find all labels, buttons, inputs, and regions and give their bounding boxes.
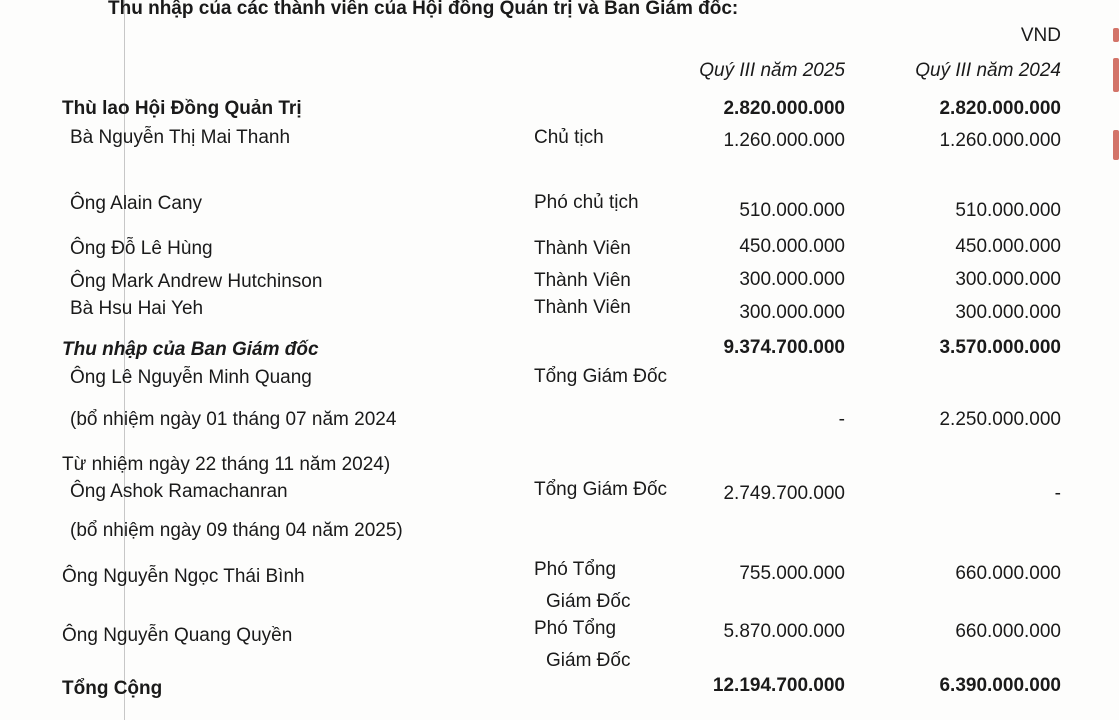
member-name: Ông Ashok Ramachanran [70, 481, 288, 502]
member-name: Ông Nguyễn Ngọc Thái Bình [62, 566, 305, 587]
board-total-2025: 2.820.000.000 [723, 98, 845, 119]
member-role: Tổng Giám Đốc [534, 479, 668, 500]
column-header-2024: Quý III năm 2024 [915, 60, 1061, 81]
value-2025: 1.260.000.000 [723, 130, 845, 151]
management-total-2024: 3.570.000.000 [939, 337, 1061, 358]
resignation-note: Từ nhiệm ngày 22 tháng 11 năm 2024) [62, 454, 391, 475]
member-role: Phó Tổng [534, 618, 617, 639]
appointment-note: (bổ nhiệm ngày 01 tháng 07 năm 2024 [70, 409, 397, 430]
member-name: Bà Nguyễn Thị Mai Thanh [70, 127, 291, 148]
grand-total-2025: 12.194.700.000 [712, 675, 845, 696]
value-2024: 1.260.000.000 [939, 130, 1061, 151]
member-name: Ông Lê Nguyễn Minh Quang [70, 367, 312, 388]
board-section-title: Thù lao Hội Đồng Quản Trị [62, 98, 302, 119]
value-2024: 300.000.000 [955, 302, 1061, 323]
board-total-2024: 2.820.000.000 [939, 98, 1061, 119]
value-2025: 450.000.000 [739, 236, 845, 257]
management-total-2025: 9.374.700.000 [723, 337, 845, 358]
grand-total-2024: 6.390.000.000 [939, 675, 1061, 696]
member-role: Thành Viên [534, 297, 631, 318]
currency-label: VND [1020, 25, 1061, 46]
stamp-edge-mark [1113, 58, 1119, 92]
grand-total-label: Tổng Cộng [62, 678, 163, 699]
member-name: Ông Đỗ Lê Hùng [70, 238, 213, 259]
value-2025: - [838, 409, 845, 430]
value-2024: 510.000.000 [955, 200, 1061, 221]
member-role: Thành Viên [534, 270, 631, 291]
value-2024: - [1054, 483, 1061, 504]
value-2025: 2.749.700.000 [723, 483, 845, 504]
member-role: Phó Tổng [534, 559, 617, 580]
member-role: Tổng Giám Đốc [534, 366, 668, 387]
value-2025: 755.000.000 [739, 563, 845, 584]
member-role: Thành Viên [534, 238, 631, 259]
value-2024: 450.000.000 [955, 236, 1061, 257]
member-role-cont: Giám Đốc [546, 591, 631, 612]
value-2024: 660.000.000 [955, 621, 1061, 642]
member-role-cont: Giám Đốc [546, 650, 631, 671]
value-2024: 660.000.000 [955, 563, 1061, 584]
value-2025: 300.000.000 [739, 269, 845, 290]
member-name: Ông Mark Andrew Hutchinson [70, 271, 323, 292]
value-2024: 300.000.000 [955, 269, 1061, 290]
member-name: Ông Nguyễn Quang Quyền [62, 625, 293, 646]
stamp-edge-mark [1113, 130, 1119, 160]
value-2025: 510.000.000 [739, 200, 845, 221]
member-role: Chủ tịch [534, 127, 604, 148]
value-2025: 5.870.000.000 [723, 621, 845, 642]
value-2025: 300.000.000 [739, 302, 845, 323]
column-header-2025: Quý III năm 2025 [699, 60, 845, 81]
member-role: Phó chủ tịch [534, 192, 639, 213]
appointment-note: (bổ nhiệm ngày 09 tháng 04 năm 2025) [70, 520, 403, 541]
value-2024: 2.250.000.000 [939, 409, 1061, 430]
member-name: Bà Hsu Hai Yeh [70, 298, 204, 319]
management-section-title: Thu nhập của Ban Giám đốc [62, 339, 319, 360]
stamp-edge-mark [1113, 28, 1119, 42]
section-heading: Thu nhập của các thành viên của Hội đồng Quản trị và Ban Giám đốc: [108, 0, 739, 19]
member-name: Ông Alain Cany [70, 193, 203, 214]
